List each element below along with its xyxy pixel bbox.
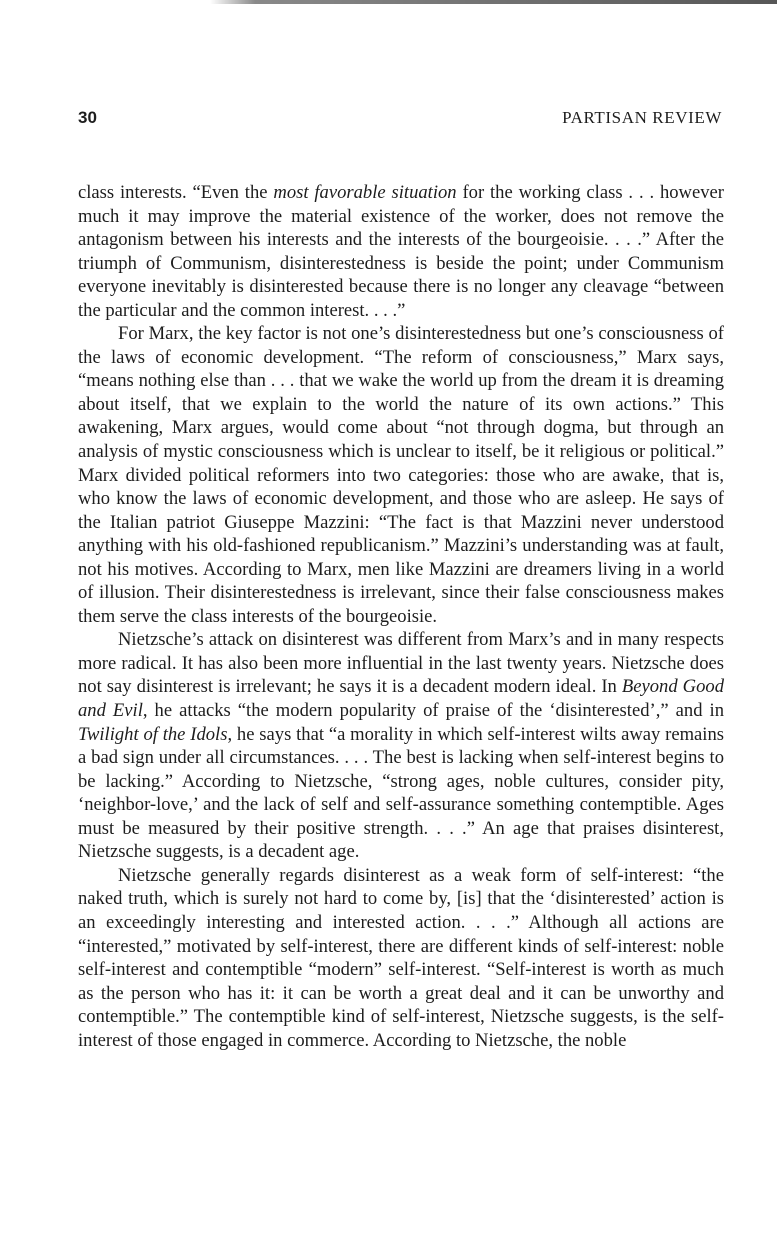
- page-number: 30: [78, 108, 97, 127]
- paragraph-4: Nietzsche generally regards disinterest as a weak form of self-interest: “the naked truth, which is surely not hard to come by, [is] that the ‘disinterested’ action is an exceedingly interesting and interested action. . . .” Although all actions are “interested,” motivated by self-interest, there are different kinds of self-interest: noble self-interest and contemptible “modern” self-interest. “Self-interest is worth as much as the person who has it: it can be worth a great deal and it can be unworthy and contemptible.” The contemptible kind of self-interest, Nietzsche suggests, is the self-interest of those engaged in commerce. According to Nietzsche, the noble: [78, 864, 724, 1051]
- book-title-twilight-of-the-idols: Twilight of the Idols: [78, 723, 228, 745]
- paragraph-1-text-c: for the working class . . . however much it may improve the material existence of the worker, does not remove the antagonism between his interests and the interests of the bourgeoisie. . . .” After the triumph of Communism, disinterestedness is beside the point; under Communism everyone inevitably is disinterested because there is no longer any cleavage “between the particular and the common interest. . . .”: [78, 182, 724, 321]
- paragraph-3-text-a: Nietzsche’s attack on disinterest was different from Marx’s and in many respects more radical. It has also been more influential in the last twenty years. Nietzsche does not say disinterest is irrelevant; he says it is a decadent modern ideal. In: [78, 629, 724, 698]
- paragraph-3-text-c: , he attacks “the modern popularity of praise of the ‘disinterested’,” and in: [142, 700, 724, 722]
- scan-top-edge-shadow: [210, 0, 777, 4]
- running-head: PARTISAN REVIEW: [562, 108, 722, 127]
- paragraph-1: [78, 181, 724, 322]
- paragraph-3: [78, 628, 724, 863]
- paragraph-1-text-a: class interests. “Even the: [78, 182, 274, 203]
- paragraph-1-italic-phrase: most favorable situation: [273, 182, 457, 203]
- paragraph-3-text-e: , he says that “a morality in which self-interest wilts away remains a bad sign under all circumstances. . . . The best is lacking when self-interest begins to be lacking.” According to Nietzsche, “strong ages, noble cultures, consider pity, ‘neighbor-love,’ and the lack of self and self-assurance something contemptible. Ages must be measured by their positive strength. . . .” An age that praises disinterest, Nietzsche suggests, is a decadent age.: [78, 723, 724, 863]
- body-text: [78, 181, 724, 1052]
- page-header: [78, 107, 722, 131]
- book-title-beyond-good-and-evil: Beyond Good and Evil: [78, 676, 724, 722]
- paragraph-2: For Marx, the key factor is not one’s disinterestedness but one’s consciousness of the laws of economic development. “The reform of consciousness,” Marx says, “means nothing else than . . . that we wake the world up from the dream it is dreaming about itself, that we explain to the world the nature of its own actions.” This awakening, Marx argues, would come about “not through dogma, but through an analysis of mystic consciousness which is unclear to itself, be it religious or political.” Marx divided political reformers into two categories: those who are awake, that is, who know the laws of economic development, and those who are asleep. He says of the Italian patriot Giuseppe Mazzini: “The fact is that Mazzini never understood anything with his old-fashioned republicanism.” Mazzini’s understanding was at fault, not his motives. According to Marx, men like Mazzini are dreamers living in a world of illusion. Their disinterestedness is irrelevant, since their false consciousness makes them serve the class interests of the bourgeoisie.: [78, 323, 724, 627]
